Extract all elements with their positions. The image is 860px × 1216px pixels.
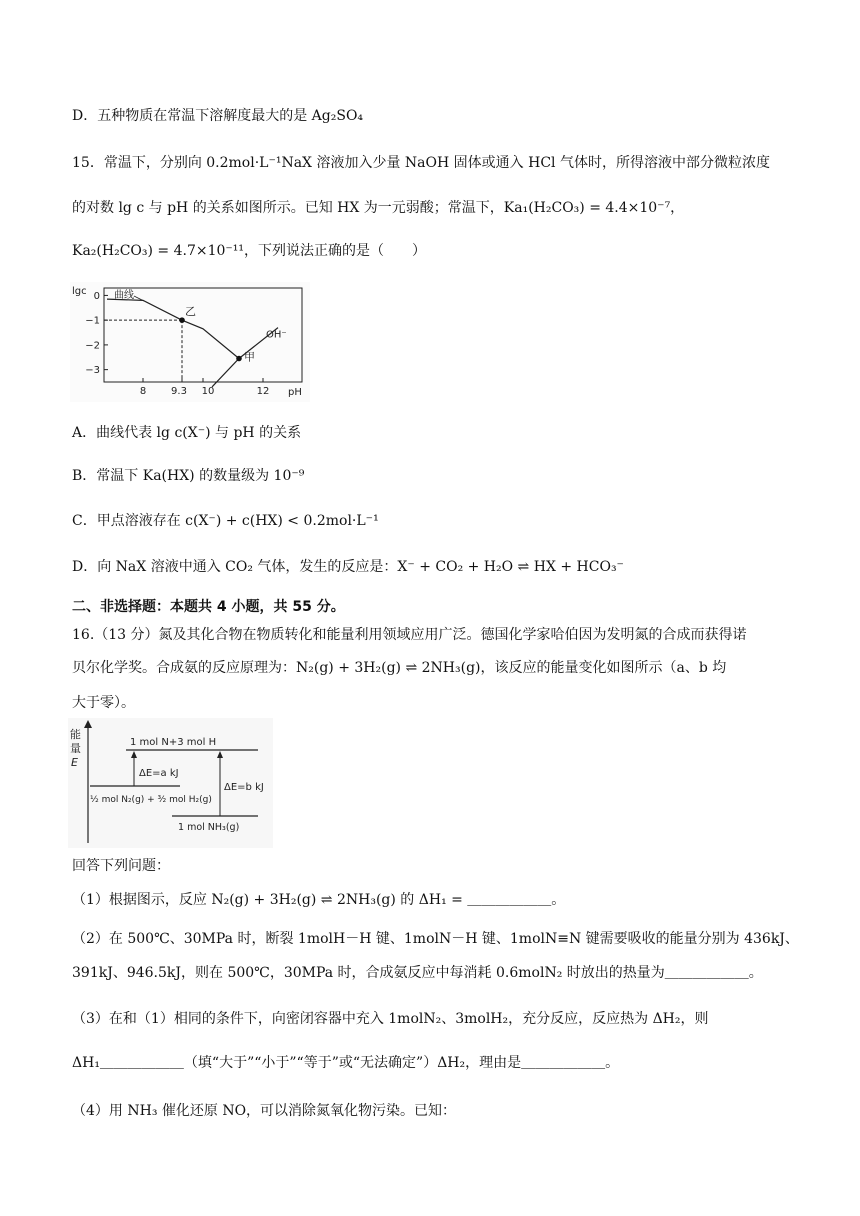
energy-top-level-label: 1 mol N+3 mol H [130,737,217,748]
option-c-q15: C．甲点溶液存在 c(X⁻) + c(HX) < 0.2mol·L⁻¹ [72,513,379,529]
question-15-line-1: 15．常温下，分别向 0.2mol·L⁻¹NaX 溶液加入少量 NaOH 固体或通入 HCl 气体时，所得溶液中部分微粒浓度 [72,155,770,171]
point-jia [236,356,242,362]
question-16-line-1: 16.（13 分）氮及其化合物在物质转化和能量利用领域应用广泛。德国化学家哈伯因为发明氮的合成而获得诺 [72,627,747,643]
option-a-q15: A．曲线代表 lg c(X⁻) 与 pH 的关系 [72,425,302,441]
curve-label: 曲线 [114,290,134,301]
question-16-line-2: 贝尔化学奖。合成氨的反应原理为：N₂(g) + 3H₂(g) ⇌ 2NH₃(g)，该反应的能量变化如图所示（a、b 均 [72,660,727,676]
y-axis-label: lgc [72,286,87,297]
label-jia: 甲 [244,350,255,364]
x-tick-label: 8 [139,386,147,397]
y-tick-label: −2 [85,340,100,352]
option-d-q15: D．向 NaX 溶液中通入 CO₂ 气体，发生的反应是：X⁻ + CO₂ + H₂O ⇌ HX + HCO₃⁻ [72,559,624,575]
label-oh: OH⁻ [266,329,287,341]
energy-axis-label-e: E [71,756,78,769]
x-axis-label: pH [288,387,302,398]
point-yi [179,317,185,323]
x-tick-label: 10 [201,386,215,397]
question-16-part-2-line-1: （2）在 500℃、30MPa 时，断裂 1molH－H 键、1molN－H 键、1molN≡N 键需要吸收的能量分别为 436kJ、 [72,931,799,947]
question-15-line-2: 的对数 lg c 与 pH 的关系如图所示。已知 HX 为一元弱酸；常温下，Ka₁(H₂CO₃) = 4.4×10⁻⁷， [72,200,685,216]
question-16-part-3-line-2: ΔH₁＿＿＿＿＿＿（填“大于”“小于”“等于”或“无法确定”）ΔH₂，理由是＿＿＿＿＿＿。 [72,1055,620,1071]
y-tick-label: −1 [85,315,100,327]
y-tick-label: −3 [85,365,100,377]
question-16-line-3: 大于零）。 [72,695,135,711]
x-tick-label: 12 [256,386,270,397]
energy-axis-label-2: 量 [70,742,81,755]
x-tick-label: 9.3 [171,386,187,397]
question-16-part-3-line-1: （3）在和（1）相同的条件下，向密闭容器中充入 1molN₂、3molH₂，充分反应，反应热为 ΔH₂，则 [72,1011,709,1027]
label-yi: 乙 [185,305,196,319]
answer-prompt: 回答下列问题： [72,858,170,874]
question-15-line-3: Ka₂(H₂CO₃) = 4.7×10⁻¹¹，下列说法正确的是（ ） [72,243,427,259]
section-heading-2: 二、非选择题：本题共 4 小题，共 55 分。 [72,599,345,615]
option-d-q14: D．五种物质在常温下溶解度最大的是 Ag₂SO₄ [72,108,364,124]
question-16-part-1: （1）根据图示，反应 N₂(g) + 3H₂(g) ⇌ 2NH₃(g) 的 ΔH₁ = ＿＿＿＿＿＿。 [72,892,566,908]
delta-e-b-label: ΔE=b kJ [224,782,264,793]
y-tick-label: 0 [93,290,100,302]
energy-bottom-level-label: 1 mol NH₃(g) [178,822,240,833]
question-16-part-2-line-2: 391kJ、946.5kJ，则在 500℃，30MPa 时，合成氨反应中每消耗 0.6molN₂ 时放出的热量为＿＿＿＿＿＿。 [72,965,763,981]
delta-e-a-label: ΔE=a kJ [139,768,179,779]
question-16-part-4: （4）用 NH₃ 催化还原 NO，可以消除氮氧化物污染。已知： [72,1103,457,1119]
energy-diagram [68,718,273,848]
energy-left-level-label: ½ mol N₂(g) + ³⁄₂ mol H₂(g) [90,795,212,805]
option-b-q15: B．常温下 Ka(HX) 的数量级为 10⁻⁹ [72,468,305,484]
lgc-ph-chart [70,282,310,402]
energy-axis-label-1: 能 [70,728,81,741]
